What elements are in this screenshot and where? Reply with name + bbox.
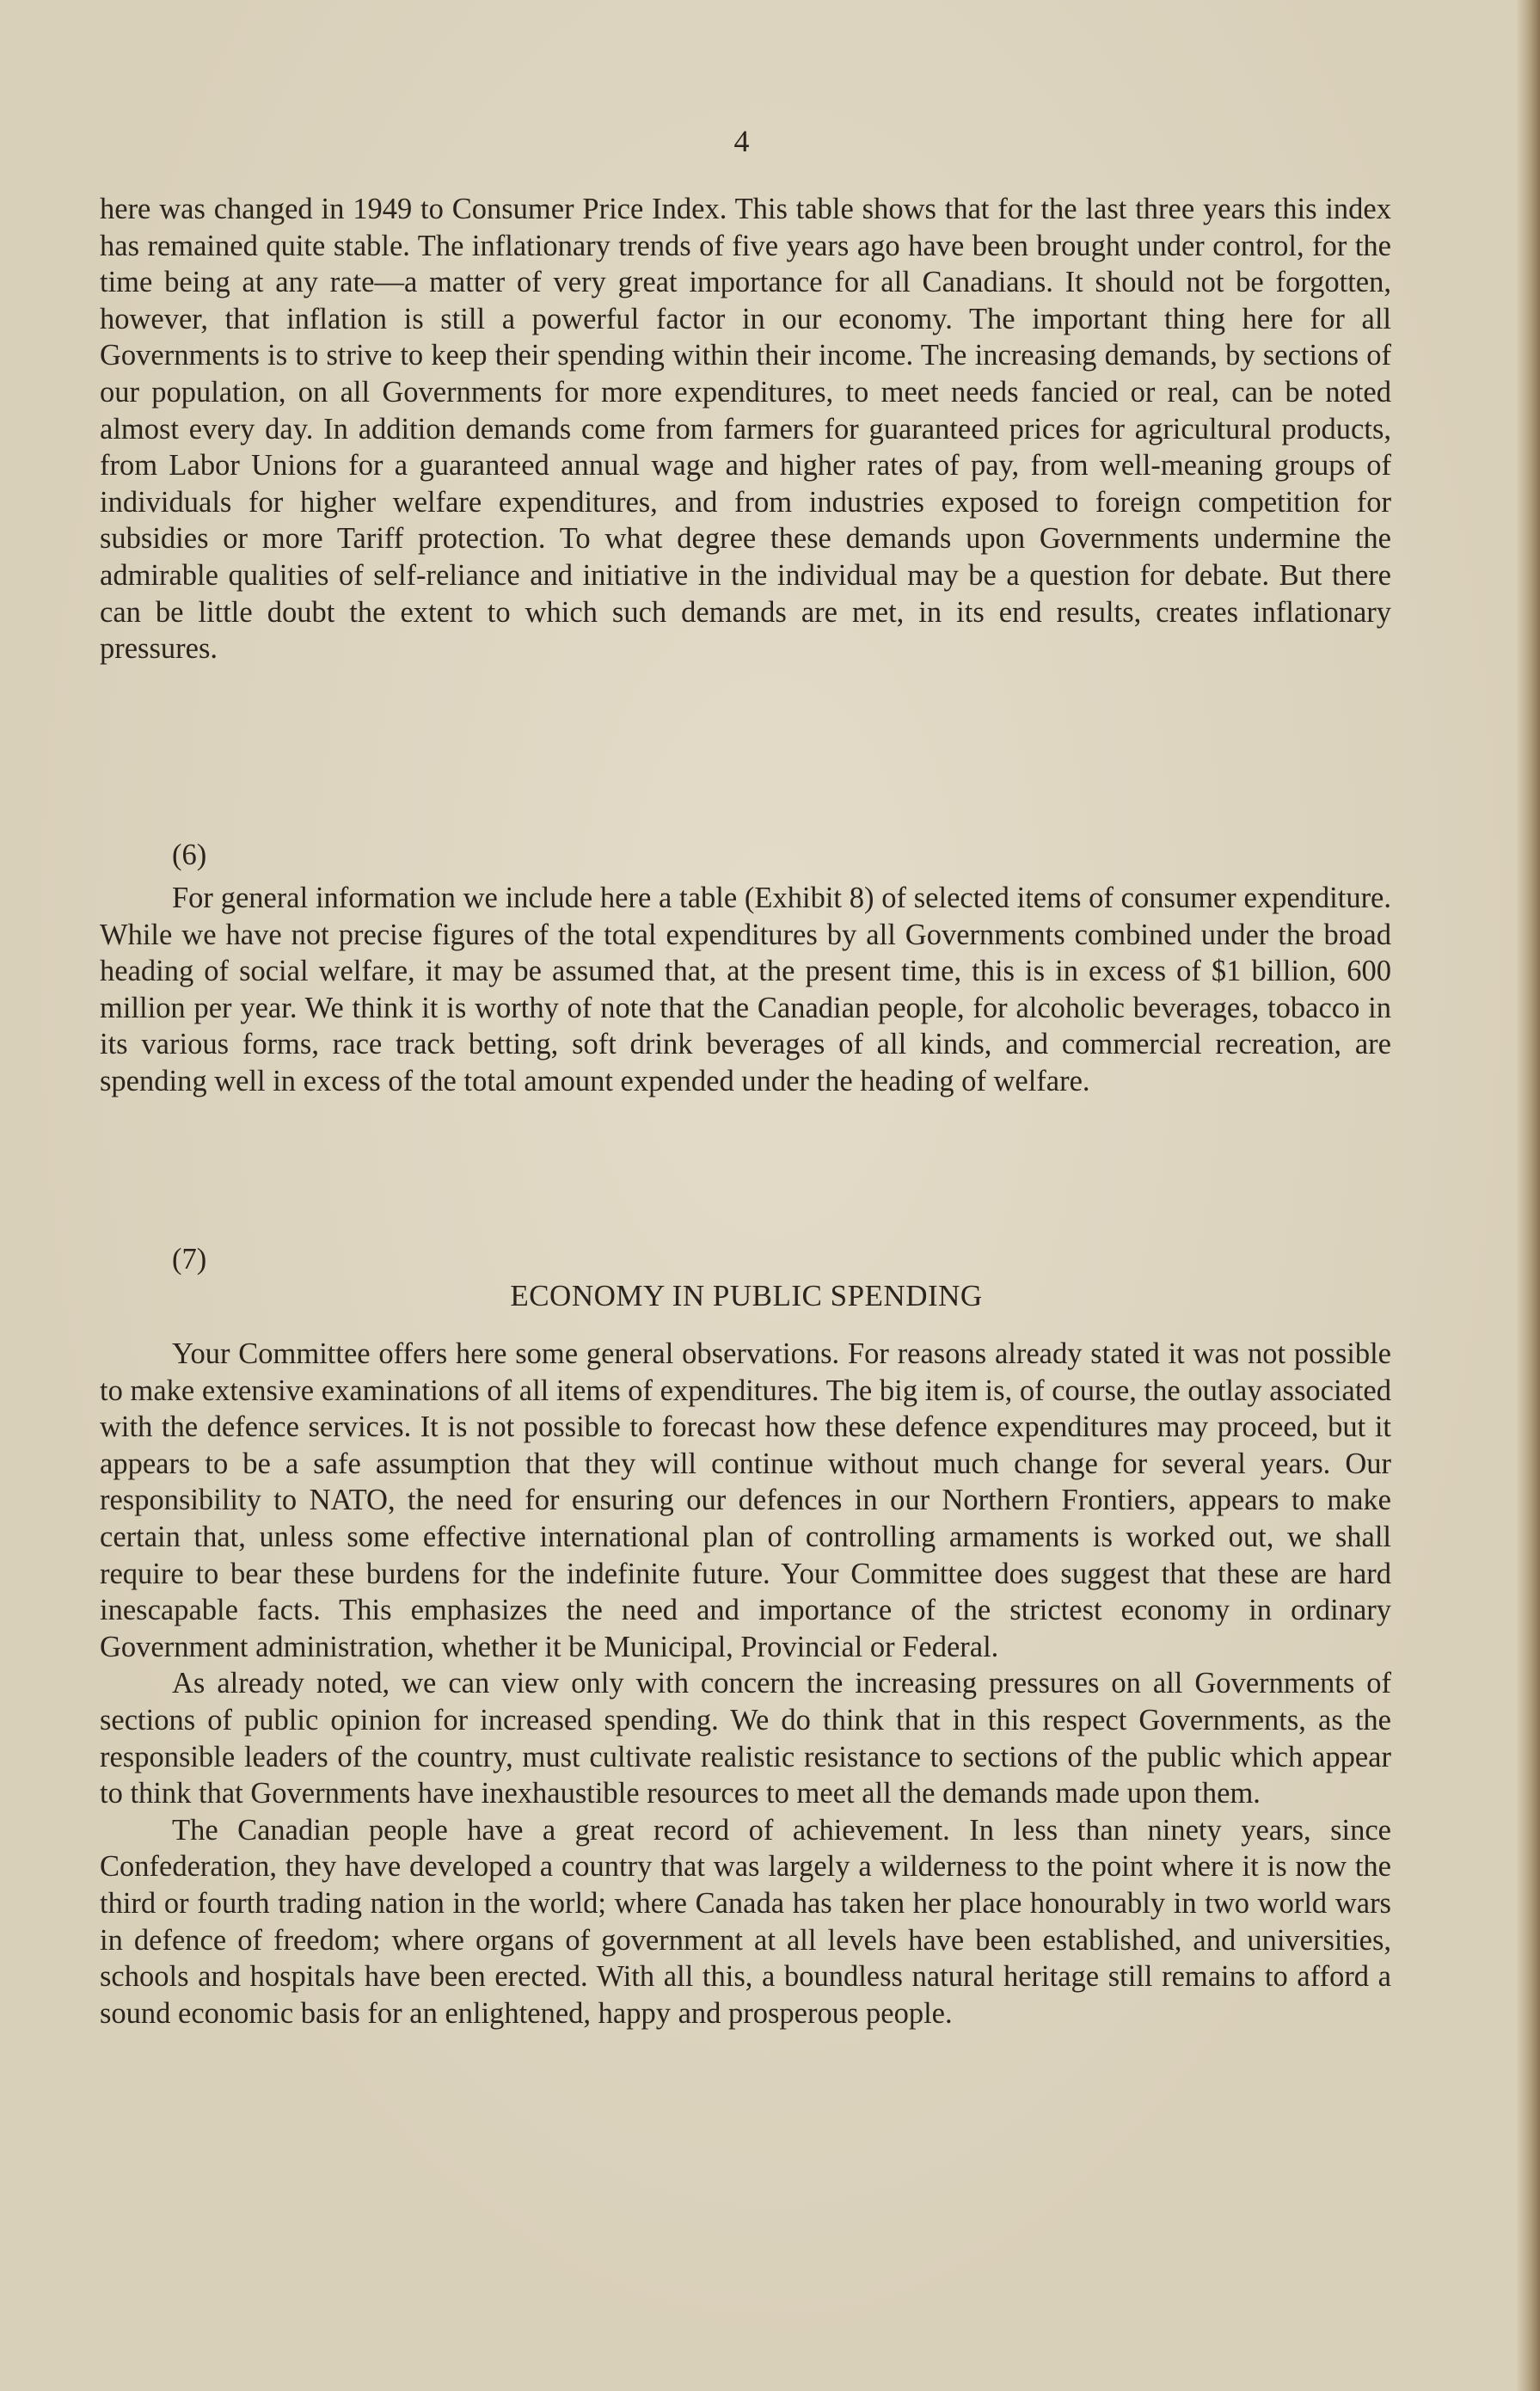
section-marker-7: (7) [172,1243,207,1275]
section-title: ECONOMY IN PUBLIC SPENDING [510,1279,983,1312]
page-number: 4 [733,124,750,158]
paragraph-text: As already noted, we can view only with concern the increasing pressures on all Governments of sections of public opinion for increased spending. We do think that in this respect Governments, as the responsible leaders of the country, must cultivate realistic resistance to sections of the public which appear to think that Governments have inexhaustible resources to meet all the demands made upon them. [100,1667,1391,1810]
paragraph-text: Your Committee offers here some general observations. For reasons already stated it was not possible to make extensive examinations of all items of expenditures. The big item is, of course, the outlay associated with the defence services. It is not possible to forecast how these defence expenditures may proceed, but it appears to be a safe assumption that they will continue without much change for several years. Our responsibility to NATO, the need for ensuring our defences in our Northern Frontiers, appears to make certain that, unless some effective international plan of controlling armaments is worked out, we shall require to bear these burdens for the indefinite future. Your Committee does suggest that these are hard inescapable facts. This emphasizes the need and importance of the strictest economy in ordinary Government administration, whether it be Municipal, Provincial or Federal. [100,1337,1391,1663]
paragraph-text: For general information we include here a table (Exhibit 8) of selected items of consumer expenditure. While we have not precise figures of the total expenditures by all Governments combined under the broad heading of social welfare, it may be assumed that, at the present time, this is in excess of $1 billion, 600 million per year. We think it is worthy of note that the Canadian people, for alcoholic beverages, tobacco in its various forms, race track betting, soft drink beverages of all kinds, and commercial recreation, are spending well in excess of the total amount expended under the heading of welfare. [100,882,1391,1097]
paragraph-defence [100,1336,1391,2031]
paragraph-text: The Canadian people have a great record of achievement. In less than ninety years, since Confederation, they have developed a country that was largely a wilderness to the point where it is now the third or fourth trading nation in the world; where Canada has taken her place honourably in two world wars in defence of freedom; where organs of government at all levels have been established, and universities, schools and hospitals have been erected. With all this, a boundless natural heritage still remains to afford a sound economic basis for an enlightened, happy and prosperous people. [100,1813,1391,2030]
page-edge-shadow [1516,0,1540,2391]
paragraph-inflation [100,191,1391,667]
paragraph-text: here was changed in 1949 to Consumer Price Index. This table shows that for the last three years this index has remained quite stable. The inflationary trends of five years ago have been brought under control, for the time being at any rate—a matter of very great importance for all Canadians. It should not be forgotten, however, that inflation is still a powerful factor in our economy. The important thing here for all Governments is to strive to keep their spending within their income. The increasing demands, by sections of our population, on all Governments for more expenditures, to meet needs fancied or real, can be noted almost every day. In addition demands come from farmers for guaranteed prices for agricultural products, from Labor Unions for a guaranteed annual wage and higher rates of pay, from well-meaning groups of individuals for higher welfare expenditures, and from industries exposed to foreign competition for subsidies or more Tariff protection. To what degree these demands upon Governments undermine the admirable qualities of self-reliance and initiative in the individual may be a question for debate. But there can be little doubt the extent to which such demands are met, in its end results, creates inflationary pressures. [100,193,1391,666]
section-marker-6: (6) [172,839,207,871]
paragraph-consumer-expenditure [100,880,1391,1100]
